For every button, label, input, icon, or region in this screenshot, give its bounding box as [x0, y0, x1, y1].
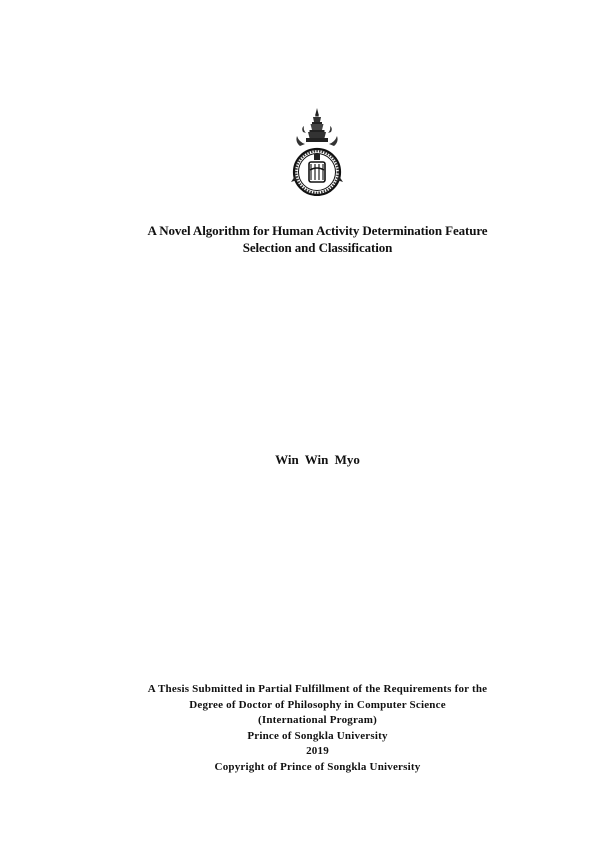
submission-line-1: A Thesis Submitted in Partial Fulfillment of the Requirements for the — [147, 683, 488, 695]
university-seal-icon — [287, 106, 347, 196]
submission-statement — [40, 682, 595, 776]
submission-line-2: Degree of Doctor of Philosophy in Computer Science — [189, 698, 446, 711]
thesis-title-line-2: Selection and Classification — [242, 240, 393, 255]
copyright-notice: Copyright of Prince of Songkla University — [214, 760, 421, 773]
year: 2019 — [306, 745, 329, 758]
thesis-title-line-1: A Novel Algorithm for Human Activity Determination Feature — [147, 223, 488, 238]
thesis-title — [40, 222, 595, 256]
submission-line-3: (International Program) — [258, 714, 377, 727]
university-name: Prince of Songkla University — [247, 729, 388, 742]
author-name: Win Win Myo — [275, 452, 360, 467]
